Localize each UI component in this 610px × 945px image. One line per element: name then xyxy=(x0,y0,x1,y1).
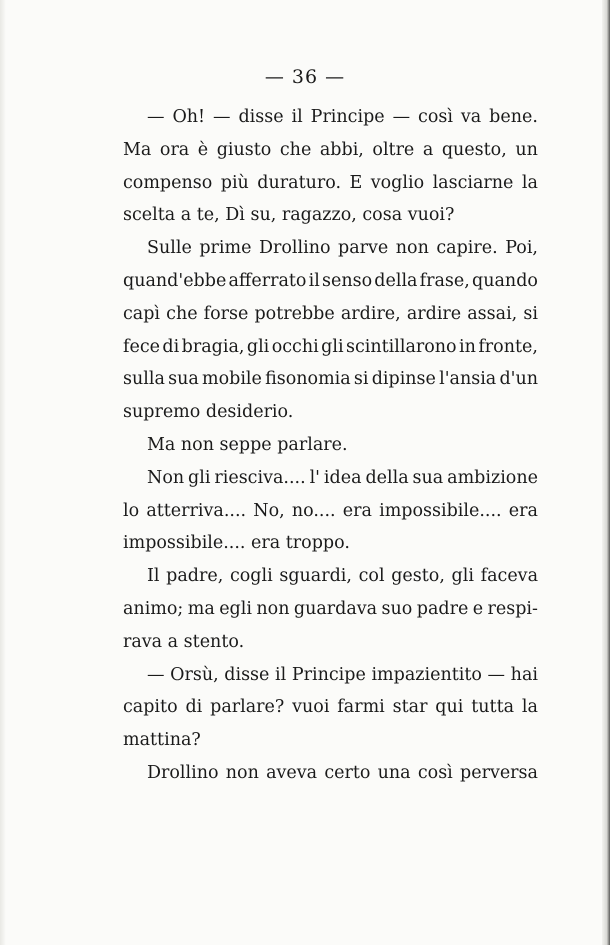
word: Principe xyxy=(291,664,366,685)
word: a xyxy=(422,139,434,160)
text-line xyxy=(123,331,538,364)
word: quando xyxy=(472,270,538,291)
word: della xyxy=(365,467,409,488)
word: occhi xyxy=(271,336,319,357)
word: che xyxy=(279,139,312,160)
word: questo, xyxy=(441,139,507,160)
word: ora xyxy=(159,139,190,160)
word: quand'ebbe xyxy=(123,270,227,291)
text-line xyxy=(123,691,538,724)
word: prime xyxy=(199,238,252,259)
word: il xyxy=(291,107,303,127)
word: senso xyxy=(322,270,373,291)
word: ambizione xyxy=(447,467,538,488)
word: — xyxy=(147,107,165,127)
word: impossibile.... xyxy=(379,500,502,521)
word: — xyxy=(392,107,411,127)
word: capito xyxy=(123,697,178,718)
word: parlare? xyxy=(210,697,285,718)
page-number: — 36 — xyxy=(264,66,346,88)
word: l' xyxy=(309,467,320,488)
text-line xyxy=(123,265,538,298)
word: una xyxy=(377,762,411,783)
word: qui xyxy=(435,697,464,718)
word: cogli xyxy=(229,566,273,587)
word: così xyxy=(418,107,453,127)
word: Ma xyxy=(123,139,152,160)
word: vuoi xyxy=(292,697,330,718)
word: Poi, xyxy=(505,238,538,259)
word: potrebbe xyxy=(254,303,335,324)
word: — xyxy=(487,664,506,685)
word: E xyxy=(349,172,363,193)
word: che xyxy=(166,303,198,324)
word: non xyxy=(225,762,259,783)
word: impazientito xyxy=(371,664,482,685)
text-line: Ma non seppe parlare. xyxy=(147,434,348,455)
word: certo xyxy=(324,762,371,783)
word: il xyxy=(308,270,320,291)
word: sulla xyxy=(123,369,165,390)
word: farmi xyxy=(337,697,385,718)
word: della xyxy=(374,270,418,291)
text-line xyxy=(123,134,538,167)
word: gli xyxy=(451,566,474,587)
text-line xyxy=(123,167,538,200)
word: la xyxy=(521,697,538,718)
word: sguardi, xyxy=(279,566,352,587)
word: fronte, xyxy=(478,336,538,357)
word: ardire xyxy=(406,303,462,324)
page-edge-right xyxy=(602,0,610,945)
text-line xyxy=(123,659,538,692)
word: il xyxy=(275,664,287,685)
word: no.... xyxy=(291,500,336,521)
word: afferrato xyxy=(228,270,307,291)
word: sua xyxy=(412,467,444,488)
word: atterriva.... xyxy=(146,500,247,521)
word: guardava xyxy=(293,598,378,619)
word: Drollino xyxy=(147,762,219,783)
word: voglio xyxy=(370,172,425,193)
word: non xyxy=(256,598,290,619)
word: star xyxy=(392,697,428,718)
word: tutta xyxy=(471,697,515,718)
word: suo xyxy=(381,598,413,619)
word: Drollino xyxy=(258,238,331,259)
word: bene. xyxy=(489,107,538,127)
word: gli xyxy=(188,467,211,488)
word: Il xyxy=(147,566,160,587)
word: frase, xyxy=(419,270,470,291)
word: Oh! xyxy=(172,107,206,127)
word: capì xyxy=(123,303,161,324)
word: era xyxy=(342,500,372,521)
text-line xyxy=(123,232,538,265)
text-line: mattina? xyxy=(123,730,201,751)
word: un xyxy=(515,139,538,160)
text-line xyxy=(123,363,538,396)
word: — xyxy=(213,107,231,127)
text-line xyxy=(123,298,538,331)
word: Orsù, xyxy=(170,664,219,685)
word: duraturo. xyxy=(257,172,342,193)
word: bragia, xyxy=(181,336,245,357)
word: parve xyxy=(338,238,389,259)
word: — xyxy=(147,664,165,685)
word: mobile xyxy=(201,369,262,390)
word: disse xyxy=(238,107,284,127)
word: aveva xyxy=(266,762,318,783)
word: egli xyxy=(219,598,252,619)
word: disse xyxy=(224,664,270,685)
word: faceva xyxy=(480,566,538,587)
text-line: supremo desiderio. xyxy=(123,402,294,423)
word: gesto, xyxy=(391,566,445,587)
text-line xyxy=(123,560,538,593)
text-line xyxy=(123,462,538,495)
word: compenso xyxy=(123,172,213,193)
word: di xyxy=(185,697,203,718)
word: ardire, xyxy=(340,303,401,324)
word: fece xyxy=(123,336,160,357)
word: fisonomia xyxy=(265,369,351,390)
word: oltre xyxy=(372,139,415,160)
word: animo; xyxy=(123,598,184,619)
word: idea xyxy=(323,467,362,488)
word: Principe xyxy=(310,107,385,127)
word: lo xyxy=(123,500,140,521)
word: abbi, xyxy=(319,139,364,160)
word: Non xyxy=(147,467,185,488)
word: d'un xyxy=(499,369,538,390)
word: assai, xyxy=(467,303,518,324)
word: col xyxy=(358,566,385,587)
word: la xyxy=(521,172,538,193)
text-line: scelta a te, Dì su, ragazzo, cosa vuoi? xyxy=(123,205,455,226)
word: e xyxy=(472,598,484,619)
word: lasciarne xyxy=(432,172,514,193)
body-text xyxy=(123,101,538,790)
word: hai xyxy=(510,664,538,685)
word: è xyxy=(197,139,209,160)
word: va xyxy=(460,107,482,127)
word: più xyxy=(220,172,249,193)
word: Sulle xyxy=(147,238,192,259)
word: gli xyxy=(246,336,270,357)
word: No, xyxy=(253,500,285,521)
text-line: rava a stento. xyxy=(123,631,245,652)
text-line: impossibile.... era troppo. xyxy=(123,533,350,554)
word: si xyxy=(523,303,538,324)
page-edge-left xyxy=(0,0,6,945)
word: gli xyxy=(321,336,344,357)
word: scintillarono xyxy=(345,336,457,357)
text-line xyxy=(123,757,538,790)
word: l'ansia xyxy=(439,369,497,390)
word: respi- xyxy=(487,598,538,619)
word: in xyxy=(459,336,476,357)
word: forse xyxy=(203,303,249,324)
word: riesciva.... xyxy=(214,467,306,488)
word: padre xyxy=(416,598,469,619)
word: giusto xyxy=(216,139,272,160)
text-line xyxy=(123,593,538,626)
word: padre, xyxy=(166,566,224,587)
word: non xyxy=(395,238,429,259)
word: di xyxy=(162,336,180,357)
text-line xyxy=(123,101,538,134)
word: ma xyxy=(187,598,215,619)
text-line xyxy=(123,495,538,528)
word: capire. xyxy=(436,238,498,259)
word: perversa xyxy=(460,762,538,783)
word: era xyxy=(508,500,538,521)
word: così xyxy=(417,762,453,783)
word: si xyxy=(353,369,369,390)
word: dipinse xyxy=(371,369,436,390)
word: sua xyxy=(168,369,199,390)
